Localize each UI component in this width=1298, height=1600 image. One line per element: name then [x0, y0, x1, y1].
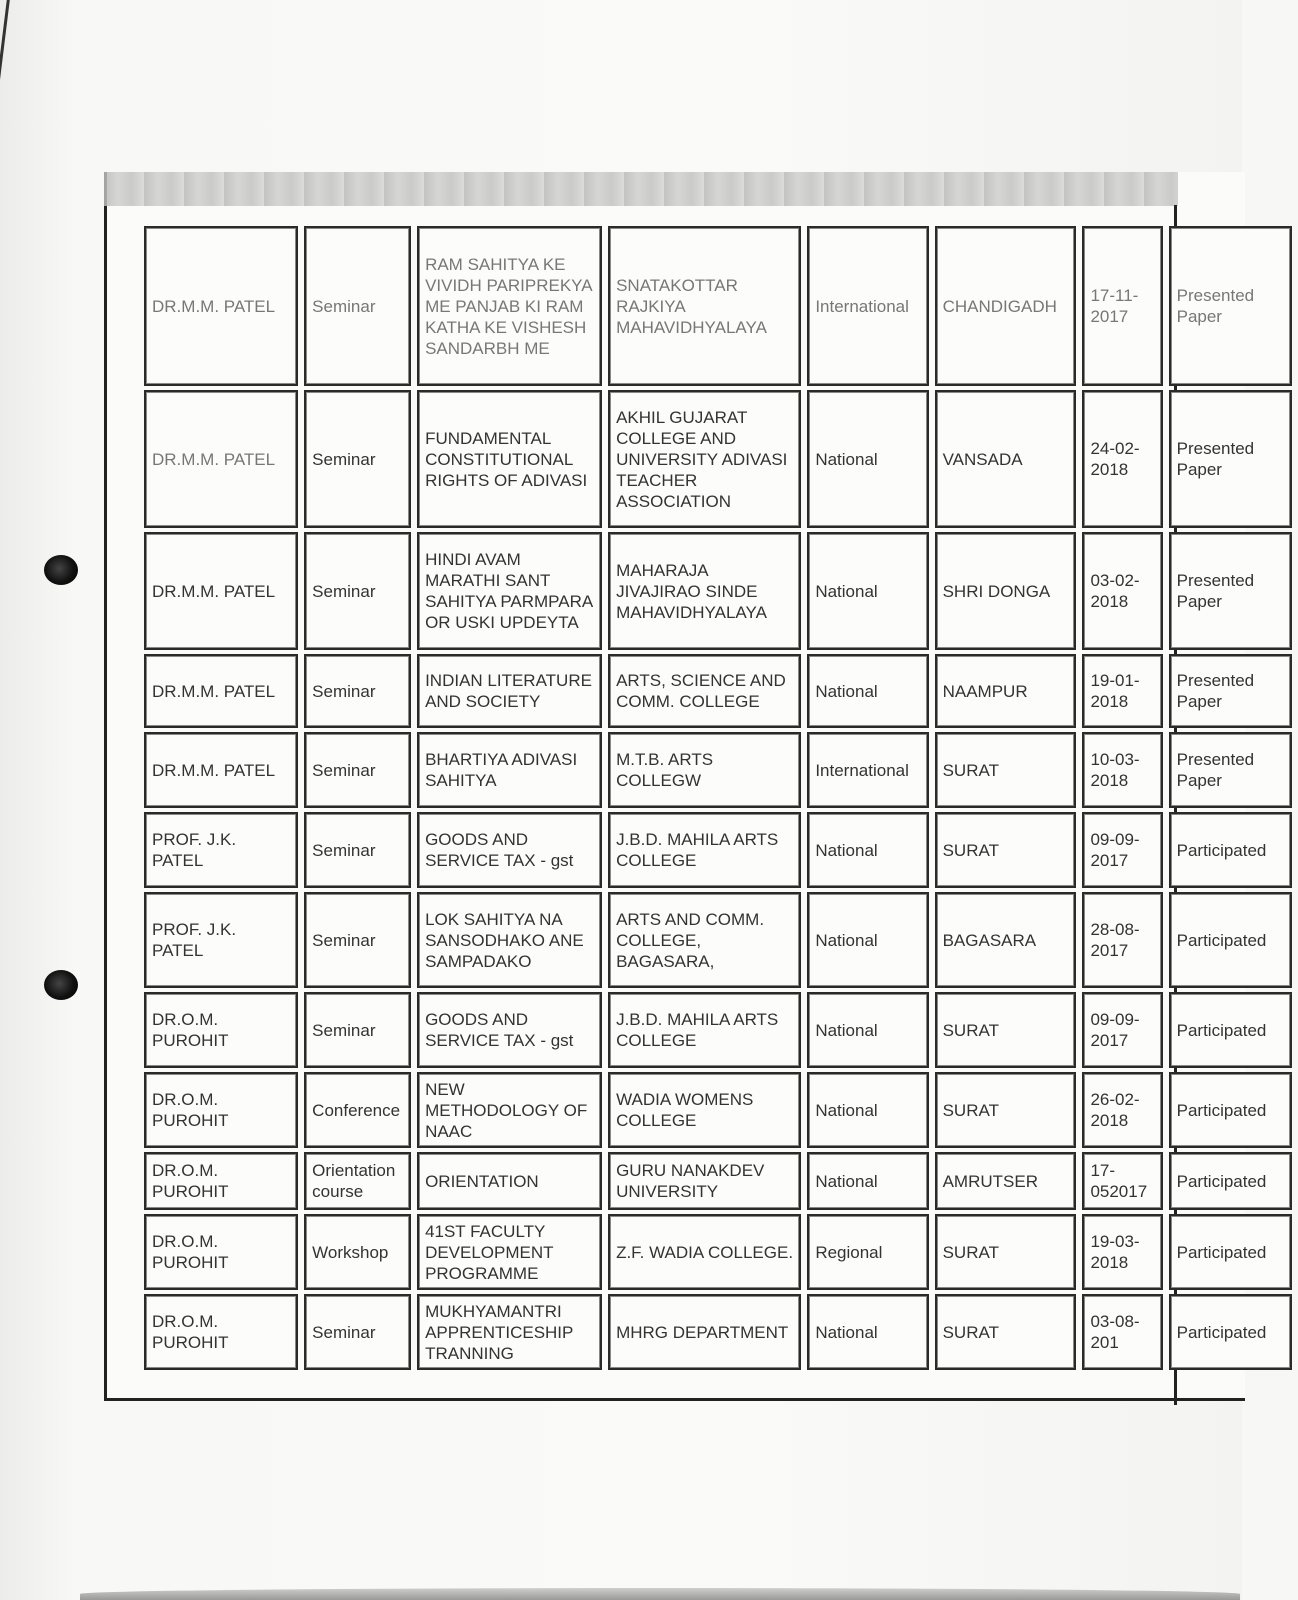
faculty-name-cell: PROF. J.K. PATEL	[144, 812, 298, 888]
table-row	[144, 226, 1292, 386]
table-row	[144, 992, 1292, 1068]
faculty-name-cell: DR.M.M. PATEL	[144, 532, 298, 650]
event-title-cell: NEW METHODOLOGY OF NAAC	[417, 1072, 602, 1148]
event-type-cell: Seminar	[304, 992, 411, 1068]
place-cell: BAGASARA	[935, 892, 1077, 988]
place-cell: SURAT	[935, 992, 1077, 1068]
place-cell: SURAT	[935, 812, 1077, 888]
activities-table	[138, 222, 1298, 1374]
event-type-cell: Seminar	[304, 892, 411, 988]
event-type-cell: Seminar	[304, 732, 411, 808]
table-row	[144, 732, 1292, 808]
punch-hole	[44, 970, 78, 1000]
organizer-cell: SNATAKOTTAR RAJKIYA MAHAVIDHYALAYA	[608, 226, 801, 386]
organizer-cell: Z.F. WADIA COLLEGE.	[608, 1214, 801, 1290]
organizer-cell: ARTS AND COMM. COLLEGE, BAGASARA,	[608, 892, 801, 988]
role-cell: Participated	[1169, 992, 1292, 1068]
place-cell: AMRUTSER	[935, 1152, 1077, 1210]
event-type-cell: Seminar	[304, 812, 411, 888]
level-cell: National	[807, 654, 928, 728]
sheet-header-strip	[104, 172, 1178, 206]
faculty-name-cell: DR.M.M. PATEL	[144, 390, 298, 528]
table-row	[144, 892, 1292, 988]
place-cell: SURAT	[935, 1072, 1077, 1148]
role-cell: Participated	[1169, 1214, 1292, 1290]
faculty-name-cell: DR.O.M. PUROHIT	[144, 1152, 298, 1210]
level-cell: International	[807, 732, 928, 808]
event-title-cell: HINDI AVAM MARATHI SANT SAHITYA PARMPARA OR USKI UPDEYTA	[417, 532, 602, 650]
table-row	[144, 1214, 1292, 1290]
organizer-cell: ARTS, SCIENCE AND COMM. COLLEGE	[608, 654, 801, 728]
role-cell: Participated	[1169, 1152, 1292, 1210]
date-cell: 03-02-2018	[1082, 532, 1162, 650]
level-cell: National	[807, 390, 928, 528]
faculty-name-cell: DR.O.M. PUROHIT	[144, 1214, 298, 1290]
date-cell: 19-01-2018	[1082, 654, 1162, 728]
date-cell: 28-08-2017	[1082, 892, 1162, 988]
punch-hole	[44, 555, 78, 585]
faculty-name-cell: DR.O.M. PUROHIT	[144, 992, 298, 1068]
date-cell: 26-02-2018	[1082, 1072, 1162, 1148]
level-cell: National	[807, 1152, 928, 1210]
level-cell: National	[807, 1072, 928, 1148]
role-cell: Participated	[1169, 1072, 1292, 1148]
activities-table-wrap	[138, 222, 1267, 1394]
table-row	[144, 1072, 1292, 1148]
date-cell: 24-02-2018	[1082, 390, 1162, 528]
organizer-cell: J.B.D. MAHILA ARTS COLLEGE	[608, 812, 801, 888]
event-title-cell: INDIAN LITERATURE AND SOCIETY	[417, 654, 602, 728]
date-cell: 09-09-2017	[1082, 812, 1162, 888]
event-title-cell: BHARTIYA ADIVASI SAHITYA	[417, 732, 602, 808]
faculty-name-cell: DR.M.M. PATEL	[144, 654, 298, 728]
faculty-name-cell: PROF. J.K. PATEL	[144, 892, 298, 988]
role-cell: Presented Paper	[1169, 654, 1292, 728]
organizer-cell: MHRG DEPARTMENT	[608, 1294, 801, 1370]
faculty-name-cell: DR.O.M. PUROHIT	[144, 1072, 298, 1148]
table-row	[144, 1294, 1292, 1370]
event-type-cell: Conference	[304, 1072, 411, 1148]
event-title-cell: ORIENTATION	[417, 1152, 602, 1210]
paper-bottom-edge	[80, 1588, 1240, 1600]
place-cell: SHRI DONGA	[935, 532, 1077, 650]
event-type-cell: Seminar	[304, 390, 411, 528]
event-title-cell: LOK SAHITYA NA SANSODHAKO ANE SAMPADAKO	[417, 892, 602, 988]
role-cell: Participated	[1169, 812, 1292, 888]
organizer-cell: J.B.D. MAHILA ARTS COLLEGE	[608, 992, 801, 1068]
organizer-cell: MAHARAJA JIVAJIRAO SINDE MAHAVIDHYALAYA	[608, 532, 801, 650]
table-row	[144, 654, 1292, 728]
organizer-cell: WADIA WOMENS COLLEGE	[608, 1072, 801, 1148]
event-title-cell: FUNDAMENTAL CONSTITUTIONAL RIGHTS OF ADIVASI	[417, 390, 602, 528]
place-cell: NAAMPUR	[935, 654, 1077, 728]
faculty-name-cell: DR.O.M. PUROHIT	[144, 1294, 298, 1370]
level-cell: National	[807, 992, 928, 1068]
event-title-cell: 41ST FACULTY DEVELOPMENT PROGRAMME	[417, 1214, 602, 1290]
role-cell: Presented Paper	[1169, 532, 1292, 650]
place-cell: CHANDIGADH	[935, 226, 1077, 386]
table-row	[144, 812, 1292, 888]
level-cell: National	[807, 812, 928, 888]
role-cell: Presented Paper	[1169, 226, 1292, 386]
level-cell: National	[807, 1294, 928, 1370]
event-type-cell: Seminar	[304, 226, 411, 386]
event-type-cell: Workshop	[304, 1214, 411, 1290]
date-cell: 03-08-201	[1082, 1294, 1162, 1370]
faculty-name-cell: DR.M.M. PATEL	[144, 226, 298, 386]
organizer-cell: M.T.B. ARTS COLLEGW	[608, 732, 801, 808]
place-cell: VANSADA	[935, 390, 1077, 528]
event-title-cell: GOODS AND SERVICE TAX - gst	[417, 812, 602, 888]
role-cell: Participated	[1169, 892, 1292, 988]
date-cell: 10-03-2018	[1082, 732, 1162, 808]
event-type-cell: Seminar	[304, 532, 411, 650]
table-row	[144, 532, 1292, 650]
role-cell: Presented Paper	[1169, 732, 1292, 808]
event-type-cell: Seminar	[304, 1294, 411, 1370]
level-cell: International	[807, 226, 928, 386]
event-title-cell: GOODS AND SERVICE TAX - gst	[417, 992, 602, 1068]
level-cell: Regional	[807, 1214, 928, 1290]
role-cell: Participated	[1169, 1294, 1292, 1370]
table-row	[144, 1152, 1292, 1210]
role-cell: Presented Paper	[1169, 390, 1292, 528]
date-cell: 17-052017	[1082, 1152, 1162, 1210]
place-cell: SURAT	[935, 732, 1077, 808]
event-title-cell: MUKHYAMANTRI APPRENTICESHIP TRANNING	[417, 1294, 602, 1370]
date-cell: 17-11-2017	[1082, 226, 1162, 386]
place-cell: SURAT	[935, 1294, 1077, 1370]
table-row	[144, 390, 1292, 528]
event-type-cell: Orientation course	[304, 1152, 411, 1210]
organizer-cell: AKHIL GUJARAT COLLEGE AND UNIVERSITY ADIVASI TEACHER ASSOCIATION	[608, 390, 801, 528]
level-cell: National	[807, 532, 928, 650]
date-cell: 19-03-2018	[1082, 1214, 1162, 1290]
organizer-cell: GURU NANAKDEV UNIVERSITY	[608, 1152, 801, 1210]
event-type-cell: Seminar	[304, 654, 411, 728]
place-cell: SURAT	[935, 1214, 1077, 1290]
faculty-name-cell: DR.M.M. PATEL	[144, 732, 298, 808]
event-title-cell: RAM SAHITYA KE VIVIDH PARIPREKYA ME PANJAB KI RAM KATHA KE VISHESH SANDARBH ME	[417, 226, 602, 386]
level-cell: National	[807, 892, 928, 988]
date-cell: 09-09-2017	[1082, 992, 1162, 1068]
